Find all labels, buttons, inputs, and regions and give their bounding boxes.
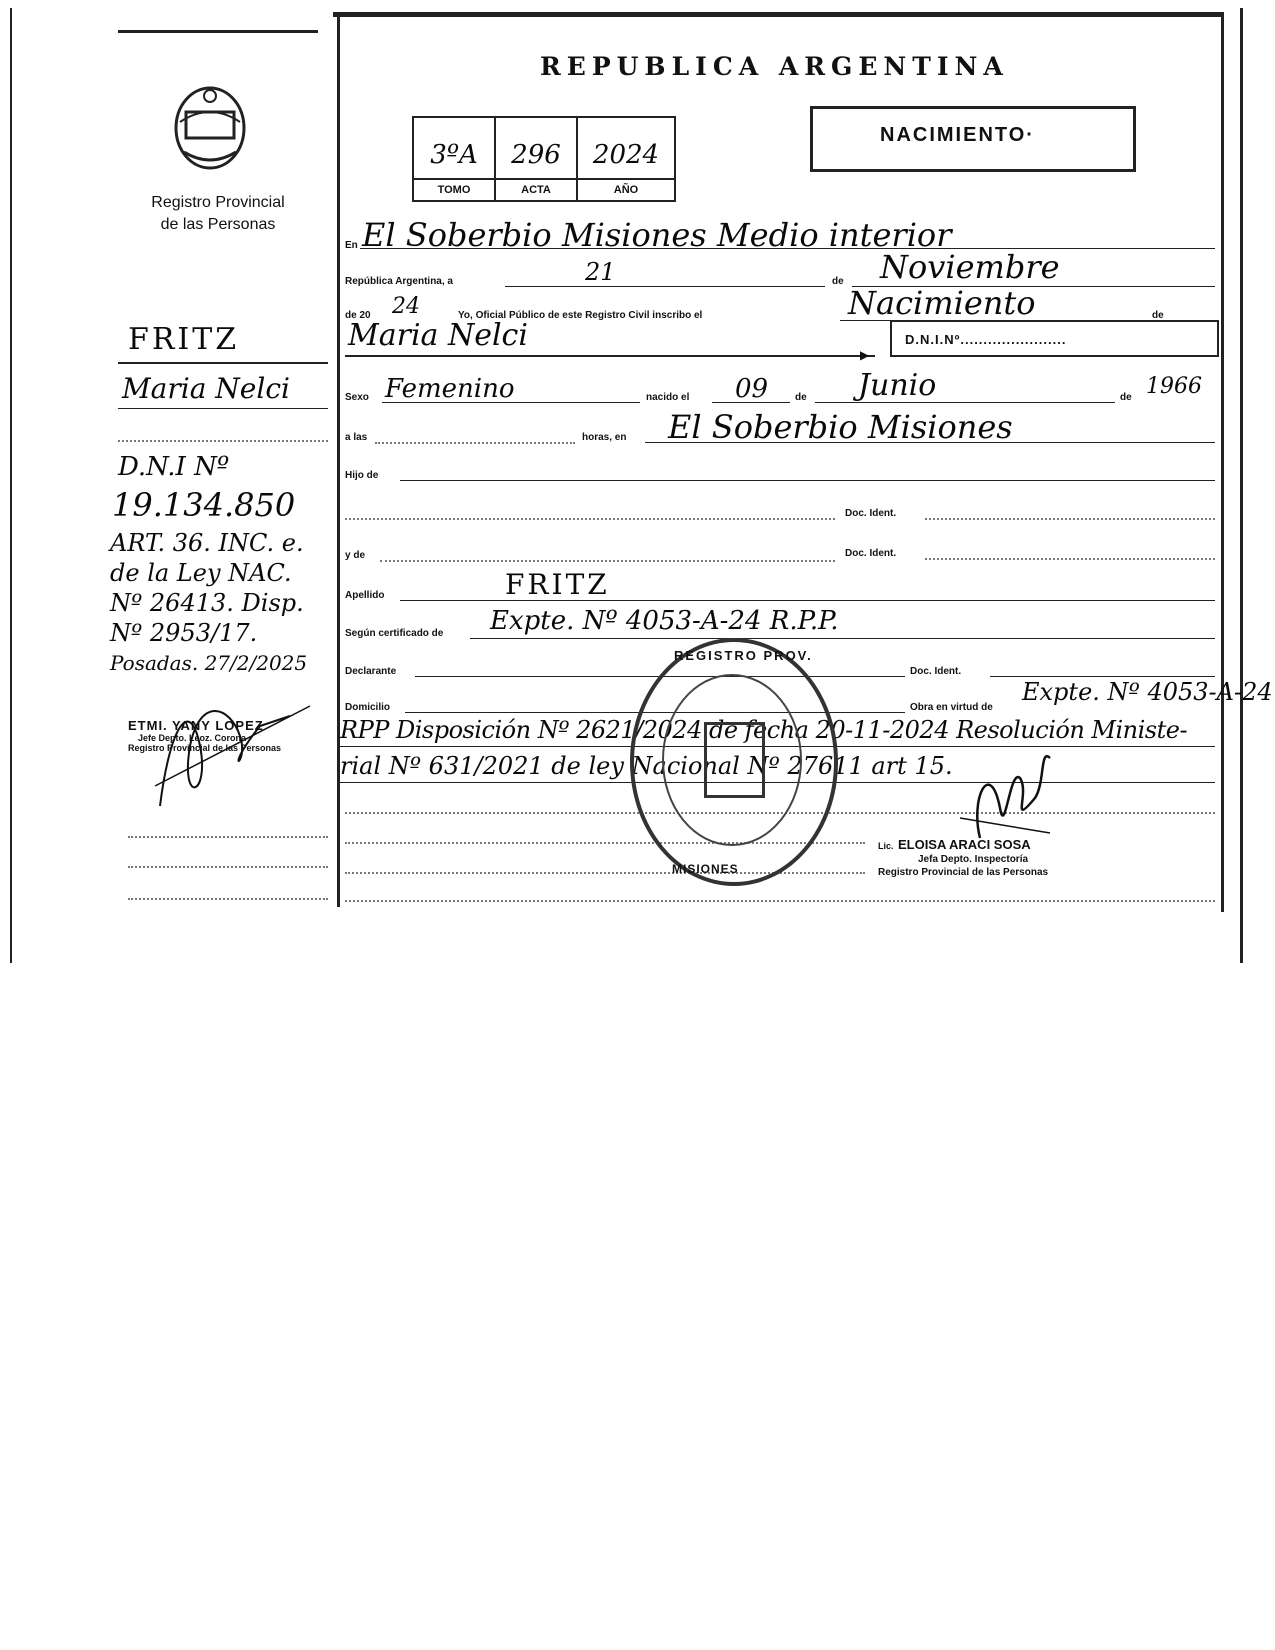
hijo-label: Hijo de: [345, 470, 379, 481]
certificado-value: Expte. Nº 4053-A-24 R.P.P.: [490, 606, 839, 636]
form-line: [400, 480, 1215, 481]
republica-label: República Argentina, a: [345, 276, 453, 287]
sidebar-surname: FRITZ: [128, 322, 240, 357]
sexo-value: Femenino: [385, 374, 515, 404]
signature-prefix: Lic.: [878, 841, 894, 851]
de-label-2: de: [1152, 310, 1164, 321]
birth-place-value: El Soberbio Misiones: [668, 408, 1013, 446]
sidebar-line: [118, 408, 328, 409]
place-value: El Soberbio Misiones Medio interior: [362, 216, 952, 254]
record-number-box: [412, 116, 676, 202]
sexo-label: Sexo: [345, 392, 369, 403]
nacido-label: nacido el: [646, 392, 690, 403]
obra-line-2: RPP Disposición Nº 2621/2024 de fecha 20-11-2024 Resolución Ministe-: [340, 716, 1188, 744]
en-label: En: [345, 240, 358, 251]
apellido-value: FRITZ: [505, 568, 610, 601]
sidebar-note-line: de la Ley NAC.: [110, 559, 292, 587]
document-top-border: [333, 12, 1221, 17]
form-dotted-line: [345, 518, 835, 520]
sidebar-dotted-line: [128, 836, 328, 838]
sidebar-line: [118, 362, 328, 364]
sidebar-top-line: [118, 30, 318, 33]
form-line: [505, 286, 825, 287]
tomo-cell: [414, 118, 496, 200]
birth-year-value: 1966: [1146, 374, 1202, 399]
sidebar-signature: [140, 686, 320, 841]
sidebar-given-name: Maria Nelci: [122, 372, 290, 405]
seal-top-text: REGISTRO PROV.: [674, 648, 813, 663]
doc-ident-label-3: Doc. Ident.: [910, 666, 962, 677]
signer-stamp-line1: ETMI. YANY LOPEZ: [128, 718, 264, 733]
form-line: [345, 355, 875, 357]
acta-value: 296: [511, 140, 561, 170]
registry-name: [118, 192, 318, 236]
signer-stamp-line3: Registro Provincial de las Personas: [128, 743, 282, 753]
form-line: [712, 402, 790, 403]
obra-value: Expte. Nº 4053-A-24: [1022, 678, 1273, 706]
form-line: [645, 442, 1215, 443]
form-line: [400, 600, 1215, 601]
segun-label: Según certificado de: [345, 628, 444, 639]
form-dotted-line: [925, 558, 1215, 560]
seal-bottom-text: MISIONES: [672, 862, 739, 876]
day-value: 21: [585, 258, 616, 286]
officer-text: Yo, Oficial Público de este Registro Civil inscribo el: [458, 310, 703, 321]
record-type-label: NACIMIENTO·: [880, 124, 1035, 146]
year-prefix-label: de 20: [345, 310, 371, 321]
sidebar-dotted-line: [118, 440, 328, 442]
official-seal-icon: [630, 638, 838, 886]
ano-label: AÑO: [578, 178, 674, 200]
acta-label: ACTA: [496, 178, 576, 200]
de-label-3: de: [795, 392, 807, 403]
birth-month-value: Junio: [858, 368, 937, 403]
de-label: de: [832, 276, 844, 287]
ano-value: 2024: [592, 140, 660, 170]
doc-ident-label-1: Doc. Ident.: [845, 508, 897, 519]
form-dotted-line: [345, 900, 1215, 902]
form-line: [382, 402, 640, 403]
sidebar-note-line: ART. 36. INC. e.: [110, 529, 304, 557]
right-inner-border: [1221, 12, 1224, 912]
official-signature: [950, 738, 1060, 853]
form-dotted-line: [925, 518, 1215, 520]
sidebar-dotted-line: [128, 898, 328, 900]
seal-center-emblem: [704, 722, 765, 798]
coat-of-arms-icon: [170, 82, 250, 174]
obra-line-3: rial Nº 631/2021 de ley Nacional Nº 27611 art 15.: [340, 752, 953, 780]
sidebar-note-line: Nº 26413. Disp.: [110, 589, 304, 617]
form-line: [360, 248, 1215, 249]
signature-registry: Registro Provincial de las Personas: [878, 867, 1049, 878]
inscribed-type-value: Nacimiento: [848, 284, 1036, 322]
sidebar-note-line: Nº 2953/17.: [110, 619, 258, 647]
form-line: [990, 676, 1215, 677]
year-suffix-value: 24: [392, 294, 420, 319]
signature-title: Jefa Depto. Inspectoría: [918, 854, 1029, 865]
month-value: Noviembre: [880, 248, 1060, 286]
sidebar-dni-number: 19.134.850: [112, 486, 296, 524]
signature-name: ELOISA ARACI SOSA: [897, 837, 1031, 852]
birth-day-value: 09: [735, 374, 769, 404]
form-dotted-line: [380, 560, 835, 562]
form-dotted-line: [345, 872, 865, 874]
tomo-label: TOMO: [414, 178, 494, 200]
de-label-4: de: [1120, 392, 1132, 403]
registry-name-line2: de las Personas: [160, 216, 276, 233]
sidebar-dni-label: D.N.I Nº: [118, 452, 230, 482]
arrow-icon: ▶: [860, 348, 870, 362]
sidebar-note: [110, 528, 307, 678]
registry-name-line1: Registro Provincial: [151, 194, 285, 211]
a-las-label: a las: [345, 432, 368, 443]
signature-block: [878, 838, 1048, 879]
ano-cell: [578, 118, 674, 200]
signer-stamp-line2: Jefe Depto. Leoz. Corona: [138, 733, 247, 743]
tomo-value: 3ºA: [430, 140, 478, 170]
dni-box-label: D.N.I.Nº.......................: [905, 332, 1067, 347]
domicilio-label: Domicilio: [345, 702, 391, 713]
y-de-label: y de: [345, 550, 366, 561]
doc-ident-label-2: Doc. Ident.: [845, 548, 897, 559]
person-name-value: Maria Nelci: [348, 318, 528, 353]
form-line: [470, 638, 1215, 639]
obra-label: Obra en virtud de: [910, 702, 993, 713]
apellido-label: Apellido: [345, 590, 385, 601]
country-title: REPUBLICA ARGENTINA: [540, 52, 1009, 81]
sidebar-note-line: Posadas. 27/2/2025: [110, 651, 308, 675]
form-dotted-line: [375, 442, 575, 444]
sidebar-dotted-line: [128, 866, 328, 868]
horas-label: horas, en: [582, 432, 627, 443]
form-line: [815, 402, 1115, 403]
declarante-label: Declarante: [345, 666, 397, 677]
acta-cell: [496, 118, 578, 200]
